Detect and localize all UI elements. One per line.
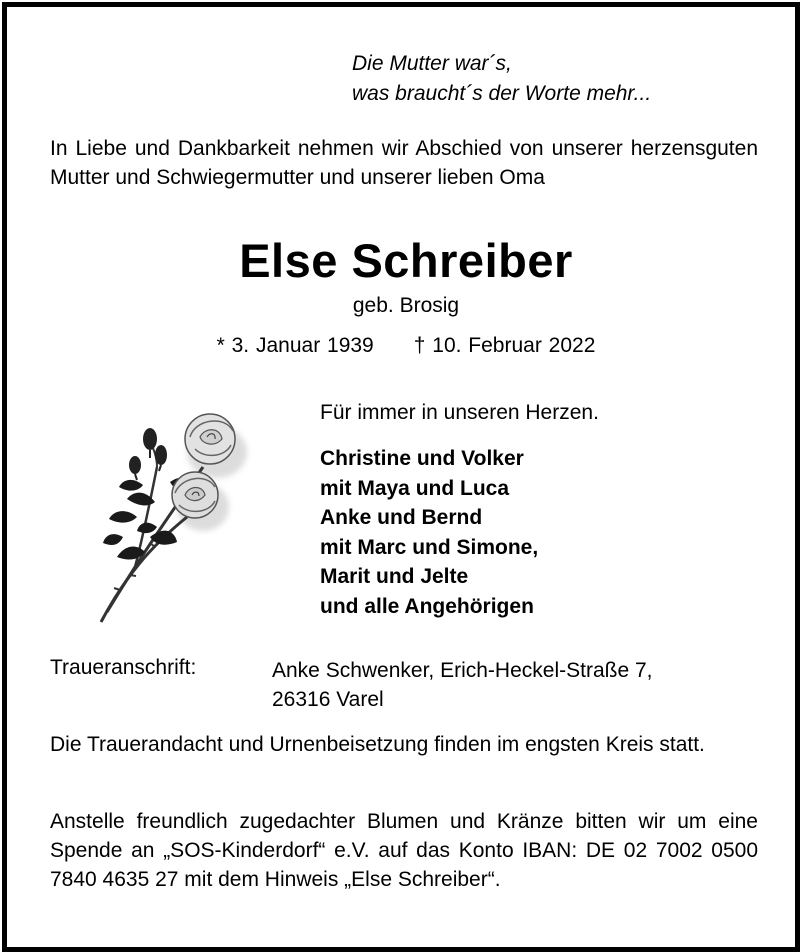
address-label: Traueranschrift: — [50, 656, 197, 679]
birth-date: * 3. Januar 1939 — [216, 334, 374, 357]
birth-name: geb. Brosig — [352, 294, 460, 317]
list-item: Marit und Jelte — [320, 565, 469, 588]
list-item: Anke und Bernd — [320, 506, 483, 529]
donation-request: Anstelle freundlich zugedachter Blumen und Kränze bitten wir um eine Spende an „SOS-Kinderdorf“ e.V. auf das Konto IBAN: DE 02 7002 0500 7840 4635 27 mit dem Hinweis „Else Schreiber“. — [50, 810, 758, 891]
address-line-2: 26316 Varel — [272, 688, 384, 711]
list-item: und alle Angehörigen — [320, 594, 534, 618]
family-list — [320, 444, 538, 621]
list-item: mit Marc und Simone, — [320, 535, 539, 559]
list-item: mit Maya und Luca — [320, 476, 510, 500]
obituary-notice — [2, 2, 800, 952]
motto-line-1: Die Mutter war´s, — [352, 52, 512, 75]
motto — [352, 49, 651, 109]
ceremony-notice: Die Trauerandacht und Urnenbeisetzung finden im engsten Kreis statt. — [50, 733, 705, 756]
motto-line-2: was braucht´s der Worte mehr... — [352, 82, 652, 105]
address-line-1: Anke Schwenker, Erich-Heckel-Straße 7, — [272, 659, 653, 682]
mourning-address — [272, 656, 652, 714]
list-item: Christine und Volker — [320, 447, 524, 470]
life-dates — [7, 334, 800, 358]
rose-icon — [95, 407, 255, 637]
deceased-name: Else Schreiber — [239, 234, 573, 287]
death-date: † 10. Februar 2022 — [413, 334, 596, 357]
forever-line: Für immer in unseren Herzen. — [320, 401, 599, 424]
intro-text: In Liebe und Dankbarkeit nehmen wir Abschied von unserer herzensguten Mutter und Schwiegermutter und unserer lieben Oma — [50, 137, 758, 189]
